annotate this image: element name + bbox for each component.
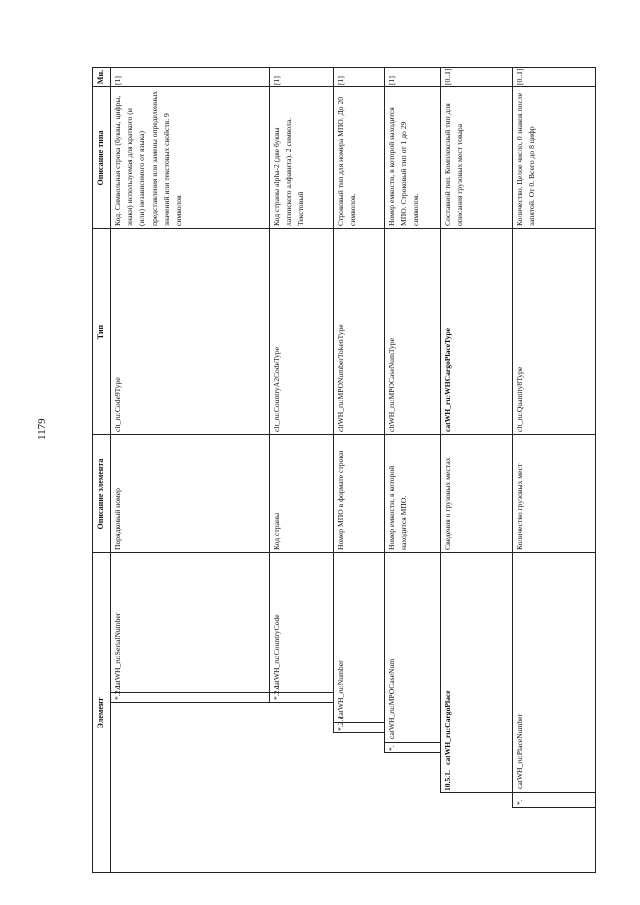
row-4-element-name: catWH_ru:MPOCaseNum xyxy=(387,658,396,739)
row-6-element-description: Количество грузовых мест xyxy=(515,463,524,550)
rotated-table-frame xyxy=(92,67,596,873)
row-1-type: clt_ru:Code9Type xyxy=(113,377,122,432)
header-multiplicity: Мн. xyxy=(96,69,105,85)
row-5-element-name: catWH_ru:CargoPlace xyxy=(443,690,452,765)
row-6-type-description: Количество. Целое число, 0 знаков после запятой. От 0. Всего до 8 цифр xyxy=(515,92,537,226)
header-type-description: Описание типа xyxy=(96,130,105,186)
row-2-type-description: Код страны alpha-2 (две буквы латинского алфавита). 2 символа. Текстовый xyxy=(272,118,306,226)
row-5-multiplicity: [0..1] xyxy=(443,68,452,85)
row-3-type: cltWH_ru:MPONumberTokenType xyxy=(336,324,345,432)
row-1-element-description: Порядковый номер xyxy=(113,488,122,550)
row-6-index: *. xyxy=(515,799,524,805)
row-3-index: *.2.1 xyxy=(336,715,345,731)
row-3-multiplicity: [1] xyxy=(336,76,345,85)
row-2-multiplicity: [1] xyxy=(272,76,281,85)
header-element: Элемент xyxy=(96,697,105,729)
row-2-element-name: catWH_ru:CountryCode xyxy=(272,614,281,689)
row-5-element-description: Сведения о грузовых местах xyxy=(443,457,452,550)
row-1-type-description: Код. Символьная строка (буквы, цифры, знаки) используемая для краткого (и (или) независимого от языка) представления или замены определенных значений или текстовых свойств. 9 символов xyxy=(113,90,184,226)
row-1-index: *.2.1 xyxy=(113,684,122,700)
row-3-element-name: catWH_ru:Number xyxy=(336,660,345,719)
row-1-element-name: catWH_ru:SerialNumber xyxy=(113,612,122,689)
row-6-element-name: catWH_ru:PlaceNumber xyxy=(515,713,524,789)
row-4-index: *. xyxy=(387,745,396,751)
row-5-type-description: Составной тип. Комплексный тип для описания грузовых мест товара xyxy=(443,103,465,226)
row-2-index: *.2.1 xyxy=(272,684,281,700)
row-4-type-description: Номер емкости, в которой находится МПО. Строковый тип от 1 до 29 символов. xyxy=(387,107,421,226)
row-4-element-description: Номер емкости, в которой находится МПО. xyxy=(387,465,409,550)
row-6-type: clt_ru:Quantity8Type xyxy=(515,366,524,432)
row-4-type: cltWH_ru:MPOCaseNumType xyxy=(387,338,396,432)
row-5-type: catWH_ru:WHCargoPlaceType xyxy=(443,327,452,432)
row-3-element-description: Номер МПО в формате строки xyxy=(336,450,345,550)
row-4-multiplicity: [1] xyxy=(387,76,396,85)
header-type: Тип xyxy=(96,324,105,340)
row-5-index: 10.5.1. xyxy=(443,770,452,791)
page-number: 1179 xyxy=(36,418,48,440)
header-element-description: Описание элемента xyxy=(96,458,105,530)
row-1-multiplicity: [1] xyxy=(113,76,122,85)
row-2-element-description: Код страны xyxy=(272,512,281,550)
row-6-multiplicity: [0..1] xyxy=(515,68,524,85)
row-2-type: clt_ru:CountryA2CodeType xyxy=(272,346,281,432)
data-table xyxy=(92,67,596,873)
row-3-type-description: Строковый тип для номера МПО. До 20 символов. xyxy=(336,96,358,226)
